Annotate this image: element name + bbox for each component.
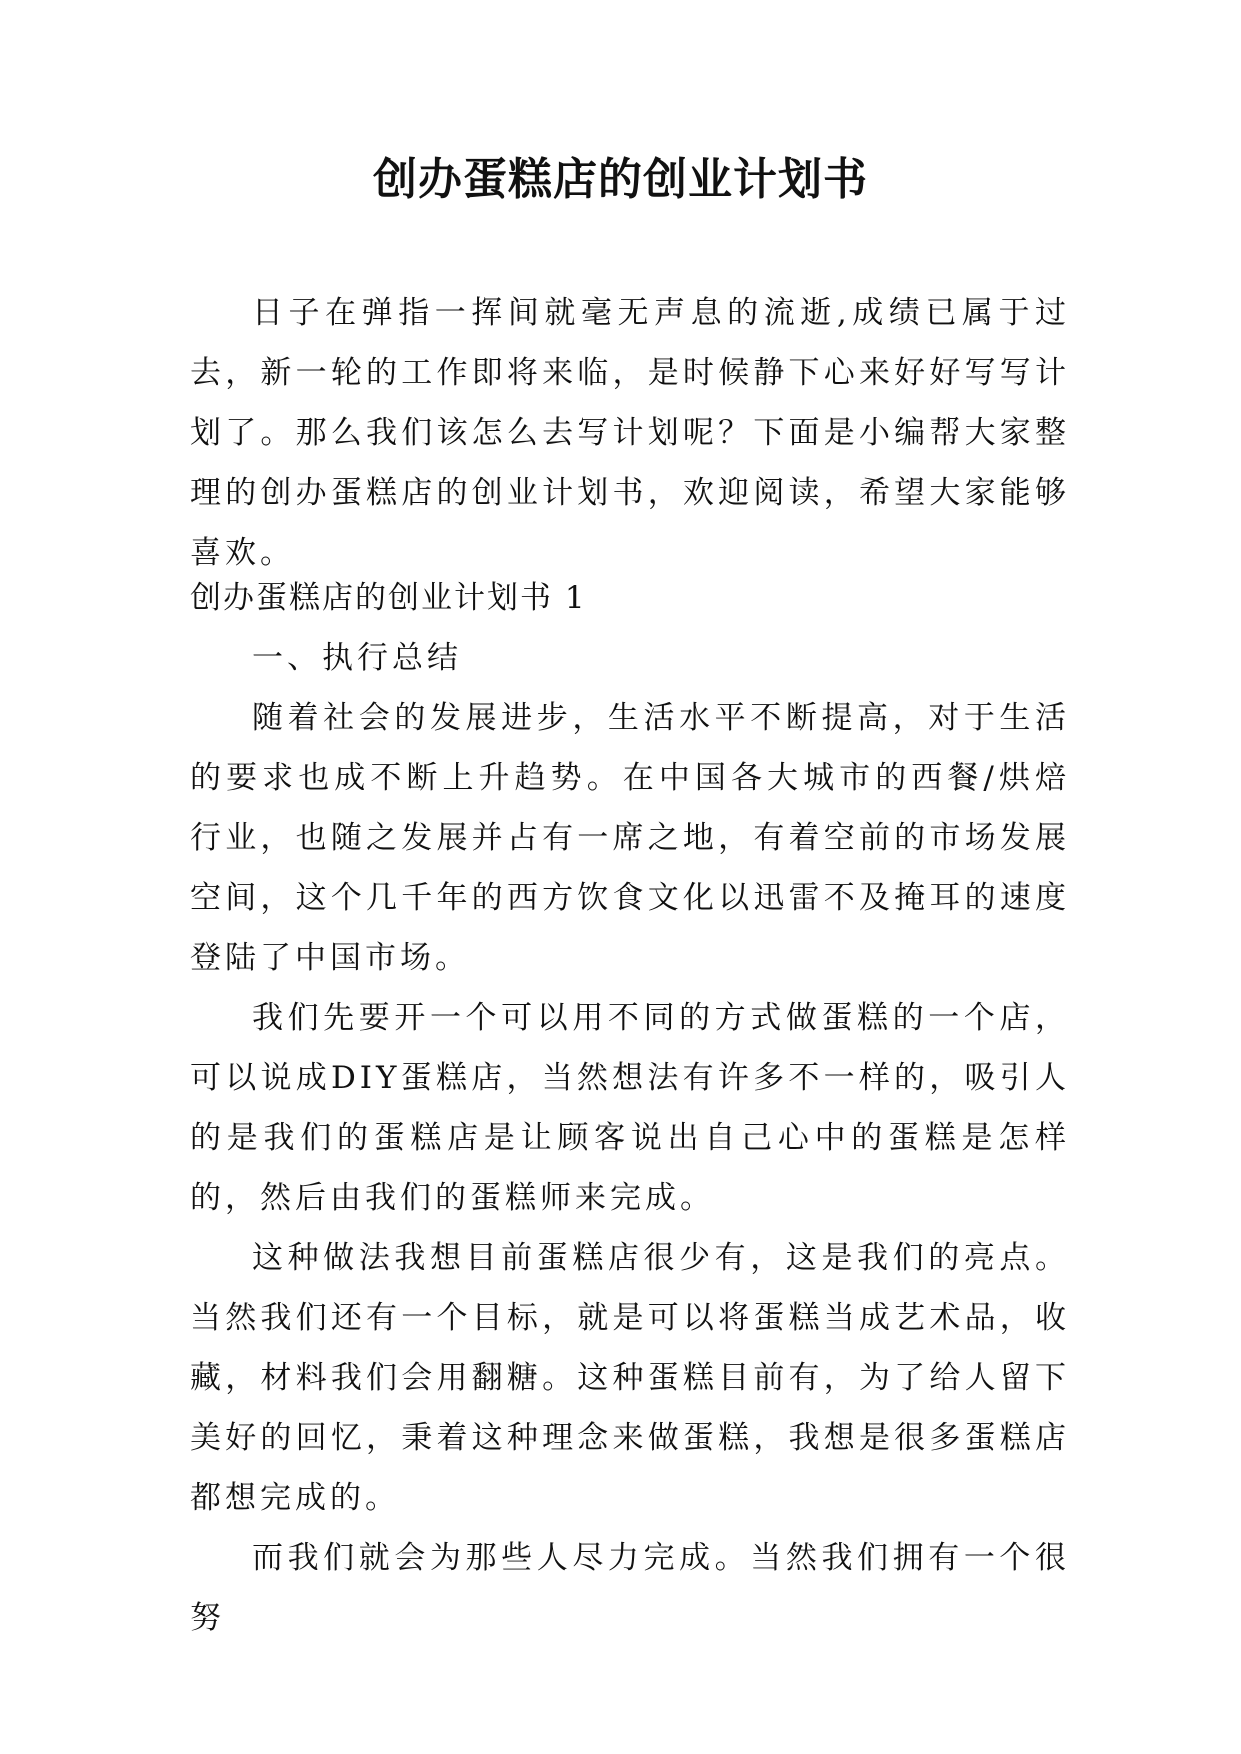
paragraph-1: 随着社会的发展进步，生活水平不断提高，对于生活的要求也成不断上升趋势。在中国各大城市的西餐/烘焙行业，也随之发展并占有一席之地，有着空前的市场发展空间，这个几千年的西方饮食文化以迅雷不及掩耳的速度登陆了中国市场。: [190, 700, 1070, 976]
paragraph-3: 这种做法我想目前蛋糕店很少有，这是我们的亮点。当然我们还有一个目标，就是可以将蛋糕当成艺术品，收藏，材料我们会用翻糖。这种蛋糕目前有，为了给人留下美好的回忆，秉着这种理念来做蛋糕，我想是很多蛋糕店都想完成的。: [190, 1240, 1070, 1516]
intro-block: [190, 283, 1070, 583]
subheading: 一、执行总结: [252, 640, 462, 676]
section-title: 创办蛋糕店的创业计划书 1: [190, 580, 587, 616]
intro-paragraph: 日子在弹指一挥间就毫无声息的流逝,成绩已属于过去，新一轮的工作即将来临，是时候静下心来好好写写计划了。那么我们该怎么去写计划呢？下面是小编帮大家整理的创办蛋糕店的创业计划书，欢迎阅读，希望大家能够喜欢。: [190, 295, 1070, 571]
document-title: 创办蛋糕店的创业计划书: [373, 154, 868, 205]
section-1: [190, 568, 1070, 1648]
paragraph-2: 我们先要开一个可以用不同的方式做蛋糕的一个店，可以说成DIY蛋糕店，当然想法有许多不一样的，吸引人的是我们的蛋糕店是让顾客说出自己心中的蛋糕是怎样的，然后由我们的蛋糕师来完成。: [190, 1000, 1070, 1216]
paragraph-4: 而我们就会为那些人尽力完成。当然我们拥有一个很努: [190, 1540, 1070, 1636]
